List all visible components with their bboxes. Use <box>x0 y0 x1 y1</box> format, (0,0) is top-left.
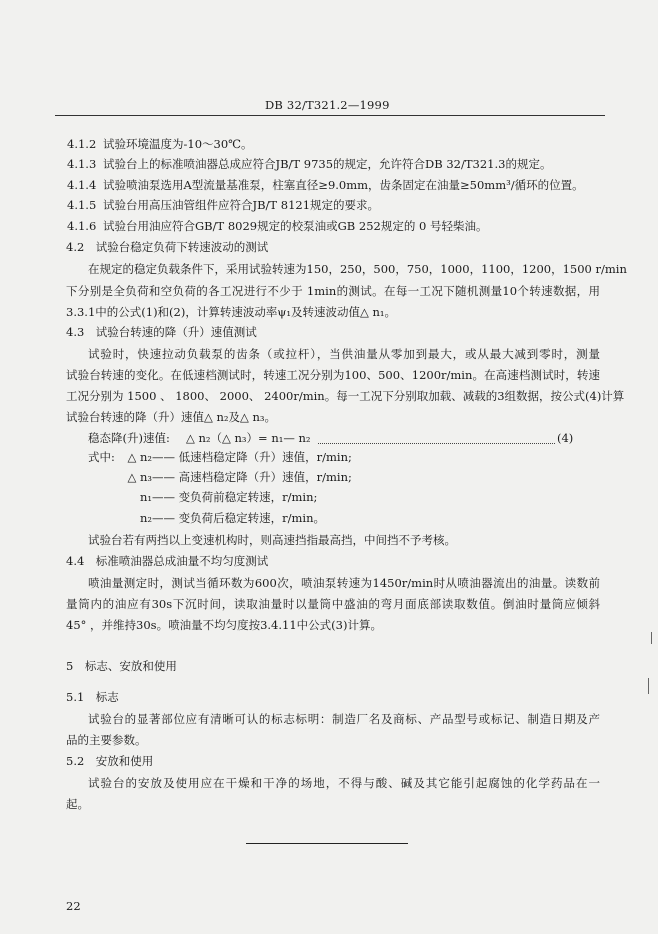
clause-4-1-4 <box>67 178 584 192</box>
paragraph-line: 喷油量测定时，测试当循环数为600次，喷油泵转速为1450r/min时从喷油器流出的油量。读数前 <box>88 576 600 590</box>
definition-row <box>120 490 317 504</box>
definition-symbol: n₁ <box>139 490 152 504</box>
paragraph-line: 试验时，快速拉动负载泵的齿条（或拉杆），当供油量从零加到最大，或从最大减到零时，测量 <box>88 347 600 361</box>
page-number: 22 <box>66 899 81 913</box>
definition-symbol: △ n₂ <box>127 450 152 464</box>
clause-4-1-6 <box>67 219 487 233</box>
clause-number: 4.1.5 <box>67 198 97 212</box>
clause-4-1-5 <box>67 198 379 212</box>
header-divider <box>55 115 605 116</box>
paragraph-line: 起。 <box>66 797 89 811</box>
definition-text: —— 高速档稳定降（升）速值，r/min; <box>152 470 352 484</box>
paragraph-line: 品的主要参数。 <box>66 733 147 747</box>
paragraph-line: 试验台的显著部位应有清晰可认的标志标明：制造厂名及商标、产品型号或标记、制造日期及产 <box>88 712 600 726</box>
paragraph-line: 3.3.1中的公式(1)和(2)，计算转速波动率ψ₁及转速波动值△ n₁。 <box>66 305 396 319</box>
paragraph-line: 在规定的稳定负载条件下，采用试验转速为150，250，500，750，1000，1100，1200，1500 r/min <box>88 262 627 276</box>
note-line: 试验台若有两挡以上变速机构时，则高速挡指最高挡，中间挡不予考核。 <box>88 533 456 547</box>
paragraph-line: 试验台转速的变化。在低速档测试时，转速工况分别为100、500、1200r/min。在高速档测试时，转速 <box>66 368 600 382</box>
clause-text: 试验喷油泵选用A型流量基准泵，柱塞直径≥9.0mm，齿条固定在油量≥50mm³/循环的位置。 <box>103 178 584 192</box>
formula-label: 稳态降(升)速值: <box>88 431 170 445</box>
definition-row <box>120 511 325 525</box>
section-4-3-heading: 4.3 试验台转速的降（升）速值测试 <box>66 325 257 339</box>
definition-text: —— 低速档稳定降（升）速值，r/min; <box>152 450 352 464</box>
definition-row <box>120 470 352 484</box>
section-5-heading: 5 标志、安放和使用 <box>66 659 177 673</box>
clause-4-1-3 <box>67 157 551 171</box>
where-label: 式中: <box>88 450 115 464</box>
definition-text: —— 变负荷后稳定转速，r/min。 <box>152 511 326 525</box>
definition-symbol: △ n₃ <box>127 470 152 484</box>
clause-text: 试验台上的标准喷油器总成应符合JB/T 9735的规定，允许符合DB 32/T321.3的规定。 <box>103 157 552 171</box>
paragraph-line: 工况分别为 1500 、 1800、 2000、 2400r/min。每一工况下分别取加载、减载的3组数据，按公式(4)计算 <box>66 389 625 403</box>
definition-row <box>120 450 352 464</box>
definition-text: —— 变负荷前稳定转速，r/min; <box>152 490 318 504</box>
clause-number: 4.1.2 <box>67 137 97 151</box>
clause-number: 4.1.4 <box>67 178 97 192</box>
clause-number: 4.1.3 <box>67 157 97 171</box>
formula-expression: △ n₂（△ n₃）= n₁— n₂ <box>186 431 311 445</box>
scan-mark <box>651 632 652 644</box>
paragraph-line: 下分别是全负荷和空负荷的各工况进行不少于 1min的测试。在每一工况下随机测量10个转速数据，用 <box>66 284 600 298</box>
section-5-2-heading: 5.2 安放和使用 <box>66 754 154 768</box>
standard-header: DB 32/T321.2—1999 <box>265 98 390 112</box>
clause-4-1-2 <box>67 137 253 151</box>
formula-leader-dots <box>318 435 555 444</box>
scan-mark <box>648 678 649 694</box>
end-rule <box>246 843 408 844</box>
section-5-1-heading: 5.1 标志 <box>66 690 119 704</box>
clause-text: 试验台用高压油管组件应符合JB/T 8121规定的要求。 <box>103 198 380 212</box>
paragraph-line: 45° ，并维持30s。喷油量不均匀度按3.4.11中公式(3)计算。 <box>66 618 382 632</box>
section-4-4-heading: 4.4 标准喷油器总成油量不均匀度测试 <box>66 554 269 568</box>
section-4-2-heading: 4.2 试验台稳定负荷下转速波动的测试 <box>66 240 269 254</box>
definition-symbol: n₂ <box>139 511 152 525</box>
paragraph-line: 试验台的安放及使用应在干燥和干净的场地，不得与酸、碱及其它能引起腐蚀的化学药品在一 <box>88 776 600 790</box>
formula-number: (4) <box>557 431 574 445</box>
clause-text: 试验台用油应符合GB/T 8029规定的校泵油或GB 252规定的 0 号轻柴油。 <box>103 219 488 233</box>
paragraph-line: 量筒内的油应有30s下沉时间，读取油量时以量筒中盛油的弯月面底部读取数值。倒油时量筒应倾斜 <box>66 597 600 611</box>
clause-number: 4.1.6 <box>67 219 97 233</box>
clause-text: 试验环境温度为-10～30℃。 <box>103 137 253 151</box>
paragraph-line: 试验台转速的降（升）速值△ n₂及△ n₃。 <box>66 410 277 424</box>
